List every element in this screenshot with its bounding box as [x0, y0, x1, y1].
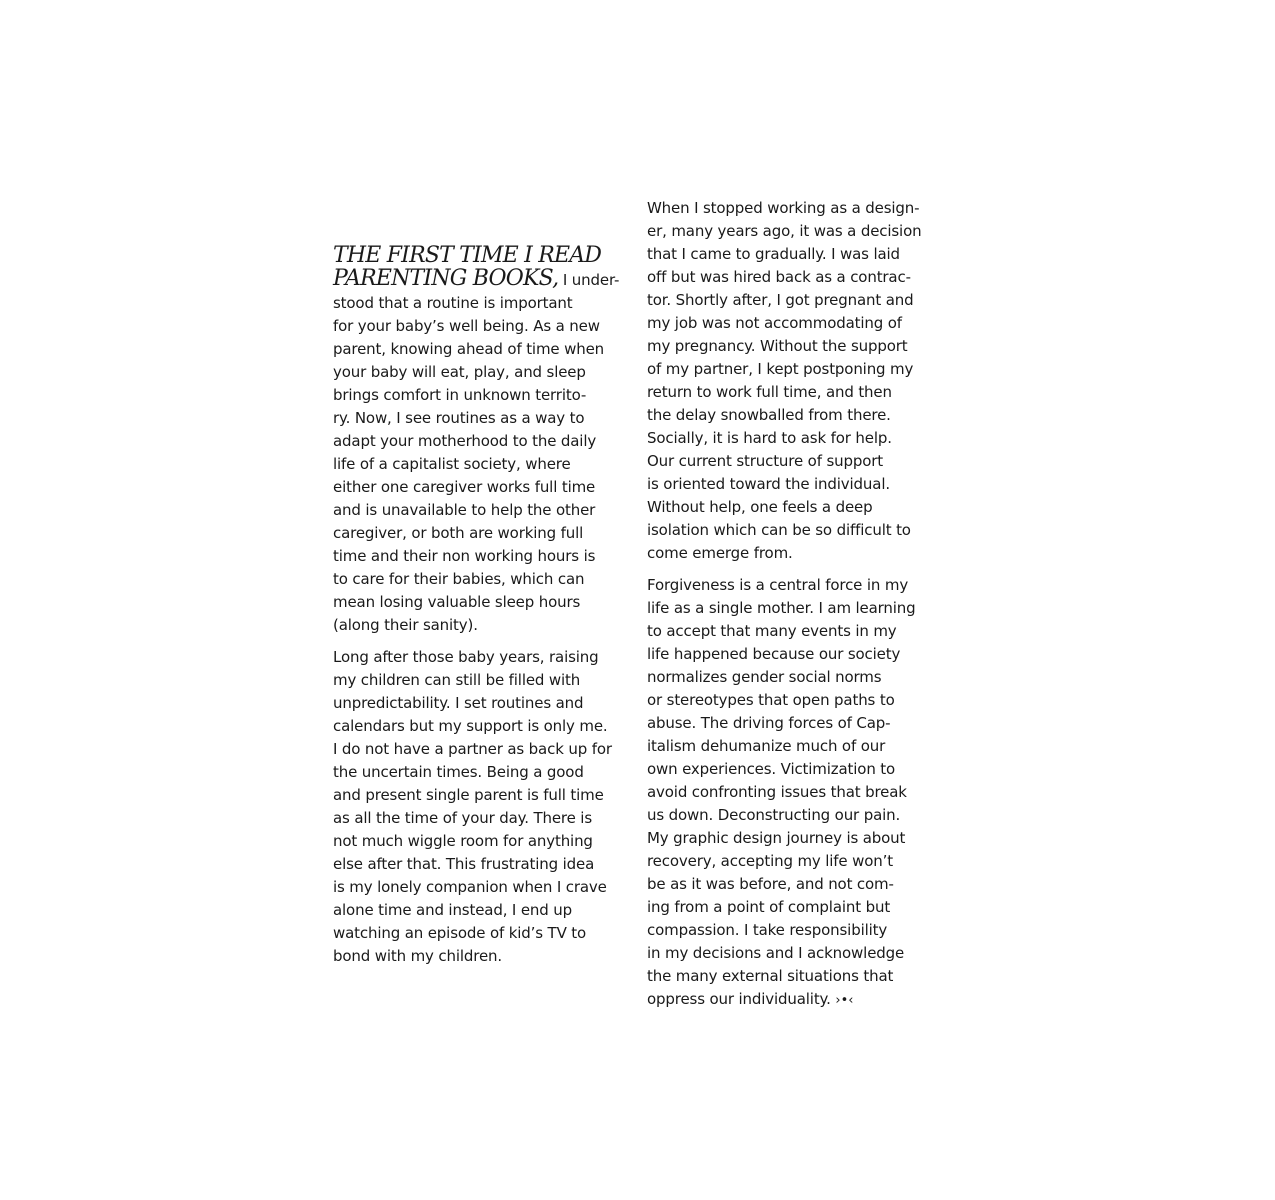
paragraph-1-body: I under- stood that a routine is important for your baby’s well being. As a new parent, knowing ahead of time when your baby will eat, play, and sleep brings comfort in unknown territo- ry. Now, I see routines as a way to adapt your motherhood to the daily life of a capitalist society, where either one caregiver works full time and is unavailable to help the other caregiver, or both are working full time and their non working hours is to care for their babies, which can mean losing valuable sleep hours (along their sanity).: [333, 271, 620, 634]
end-mark-icon: ›•‹: [835, 993, 854, 1008]
paragraph-2: Long after those baby years, raising my children can still be filled with unpredictability. I set routines and calendars but my support is only me. I do not have a partner as back up for the uncertain times. Being a good and present single parent is full time as all the time of your day. There is not much wiggle room for anything else after that. This frustrating idea is my lonely companion when I crave alone time and instead, I end up watching an episode of kid’s TV to bond with my children.: [333, 648, 612, 965]
lead-in-line-1: THE FIRST TIME I READ: [333, 243, 602, 268]
left-column: [333, 244, 629, 977]
paragraph-1: [333, 244, 629, 637]
lead-in-line-2: PARENTING BOOKS,: [333, 266, 559, 291]
paragraph-3: When I stopped working as a design- er, many years ago, it was a decision that I came to gradually. I was laid off but was hired back as a contrac- tor. Shortly after, I got pregnant and my job was not accommodating of my pregnancy. Without the support of my partner, I kept postponing my return to work full time, and then the delay snowballed from there. Socially, it is hard to ask for help. Our current structure of support is oriented toward the individual. Without help, one feels a deep isolation which can be so difficult to come emerge from.: [647, 199, 922, 562]
paragraph-4-body: Forgiveness is a central force in my life as a single mother. I am learning to accept that many events in my life happened because our society normalizes gender social norms or stereotypes that open paths to abuse. The driving forces of Cap- italism dehumanize much of our own experiences. Victimization to avoid confronting issues that break us down. Deconstructing our pain. My graphic design journey is about recovery, accepting my life won’t be as it was before, and not com- ing from a point of complaint but compassion. I take responsibility in my decisions and I acknowledge the many external situations that oppress our individuality.: [647, 576, 916, 1008]
right-column: [647, 197, 943, 1021]
paragraph-4: [647, 574, 943, 1012]
